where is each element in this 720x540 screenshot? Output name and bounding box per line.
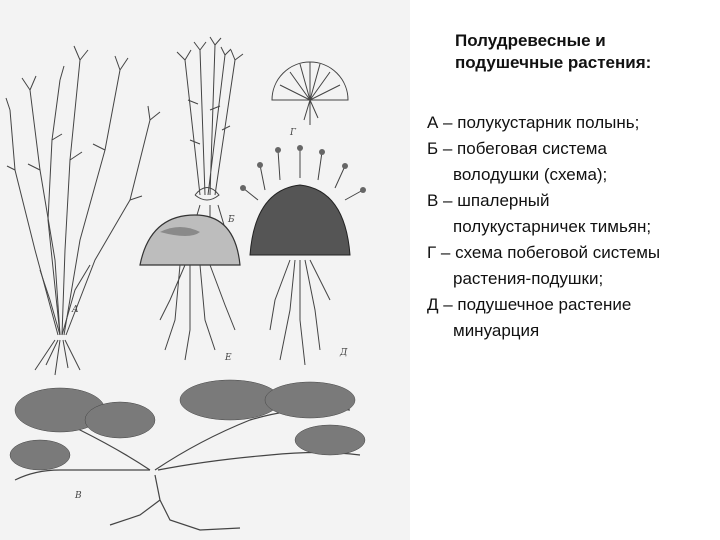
legend-item-v	[427, 188, 717, 240]
legend-item-g	[427, 240, 717, 292]
cushion-schema-drawing	[272, 62, 348, 125]
thyme-drawing	[10, 380, 365, 530]
label-a: A	[72, 305, 79, 315]
minuartia-drawing	[240, 145, 366, 365]
legend-item-a-line-1: А – полукустарник полынь;	[427, 113, 640, 132]
caption-panel	[415, 0, 720, 540]
legend-item-d-line-2: минуарция	[453, 321, 540, 340]
legend-item-v-line-2: полукустарничек тимьян;	[453, 217, 652, 236]
label-d: Д	[340, 348, 348, 358]
legend-item-b-line-1: Б – побеговая система	[427, 139, 607, 158]
wormwood-drawing	[6, 46, 160, 375]
label-b: Б	[228, 215, 235, 225]
figure-legend	[427, 110, 717, 344]
slide-title-line-1: Полудревесные и	[455, 31, 606, 50]
label-g: Г	[290, 128, 296, 138]
label-e: Е	[225, 353, 232, 363]
bupleurum-schema-drawing	[177, 37, 243, 230]
slide-title-line-2: подушечные растения:	[455, 53, 652, 72]
legend-item-g-line-2: растения-подушки;	[453, 269, 604, 288]
legend-item-g-line-1: Г – схема побеговой системы	[427, 243, 661, 262]
cushion-dome-drawing	[140, 215, 240, 360]
legend-item-a	[427, 110, 717, 136]
legend-item-v-line-1: В – шпалерный	[427, 191, 550, 210]
slide-title	[455, 30, 715, 74]
label-v: В	[75, 491, 82, 501]
legend-item-d-line-1: Д – подушечное растение	[427, 295, 632, 314]
legend-item-d	[427, 292, 717, 344]
legend-item-b	[427, 136, 717, 188]
legend-item-b-line-2: володушки (схема);	[453, 165, 608, 184]
